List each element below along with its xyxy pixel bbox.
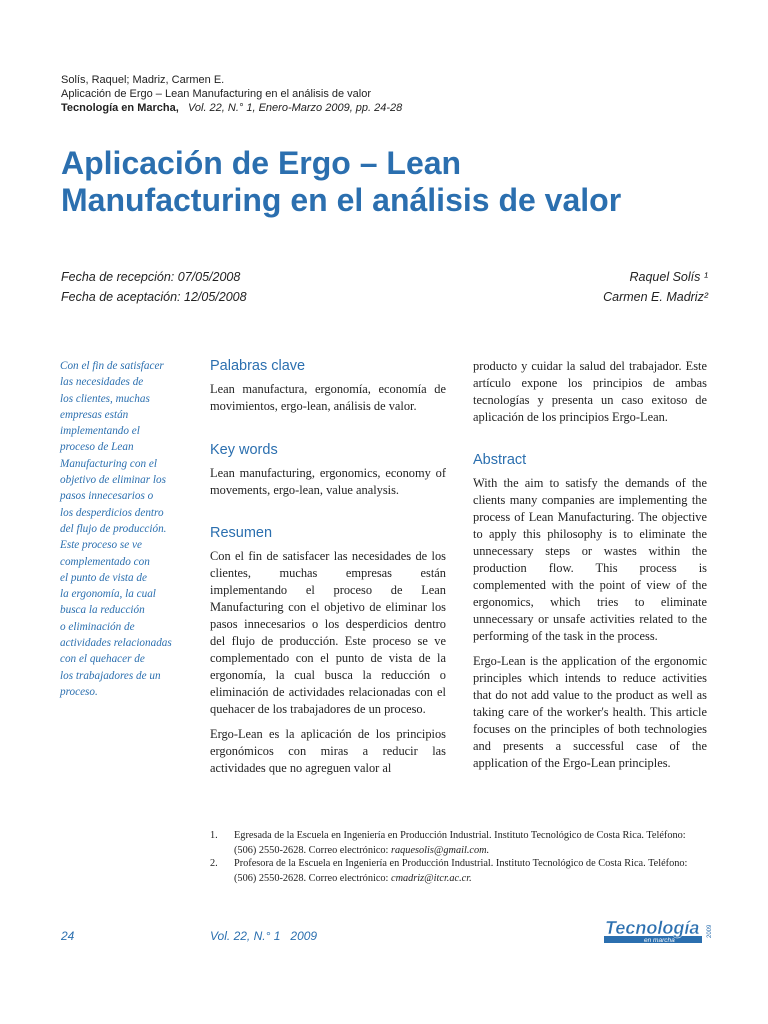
- title-line-2: Manufacturing en el análisis de valor: [61, 182, 622, 218]
- received-date: Fecha de recepción: 07/05/2008: [61, 270, 241, 284]
- author-second: Carmen E. Madriz²: [603, 290, 708, 304]
- citation-source: [61, 101, 402, 115]
- resumen-paragraph-2: Ergo-Lean es la aplicación de los principios ergonómicos con miras a reducir las actividades que no agreguen valor al: [210, 727, 446, 775]
- footnote-2-text: Profesora de la Escuela en Ingeniería en Producción Industrial. Instituto Tecnológico de Costa Rica. Teléfono: (506) 2550-2628. Correo electrónico:: [234, 858, 688, 884]
- citation-block: [61, 73, 402, 115]
- volume-info: Vol. 22, N.° 1 2009: [210, 929, 318, 943]
- journal-logo: [604, 914, 714, 944]
- footnote-2-number: 2.: [210, 858, 218, 869]
- middle-column: [210, 358, 446, 777]
- title-line-1: Aplicación de Ergo – Lean: [61, 145, 462, 181]
- resumen-heading: Resumen: [210, 525, 273, 541]
- accepted-date: Fecha de aceptación: 12/05/2008: [61, 290, 247, 304]
- footnote-2-email[interactable]: cmadriz@itcr.ac.cr.: [391, 873, 472, 884]
- key-words-heading: Key words: [210, 442, 278, 458]
- key-words-text: Lean manufacturing, ergonomics, economy of movements, ergo-lean, value analysis.: [210, 466, 446, 497]
- resumen-paragraph-1: Con el fin de satisfacer las necesidades de los clientes, muchas empresas están implementando el proceso de Lean Manufacturing con el objetivo de eliminar los pasos innecesarios o los desperdicios dentro del flujo de producción. Este proceso se ve complementado con el punto de vista de la ergonomía, la cual busca la reducción o eliminación de actividades relacionadas con el quehacer de los trabajadores de un proceso.: [210, 549, 446, 716]
- citation-journal: Tecnología en Marcha,: [61, 102, 179, 114]
- dates-block: [61, 267, 247, 307]
- right-column: [473, 358, 707, 772]
- abstract-heading: Abstract: [473, 452, 527, 468]
- pull-quote: Con el fin de satisfacer las necesidades de los clientes, muchas empresas están implementando el proceso de Lean Manufacturing con el objetivo de eliminar los pasos innecesarios o los desperdicios dentro del flujo de producción. Este proceso se ve complementado con el punto de vista de la ergonomía, la cual busca la reducción o eliminación de actividades relacionadas con el quehacer de los trabajadores de un proceso.: [60, 360, 172, 698]
- citation-issue: Vol. 22, N.° 1, Enero-Marzo 2009, pp. 24-28: [187, 102, 403, 114]
- author-first: Raquel Solís ¹: [629, 270, 708, 284]
- logo-subtext: en marcha: [644, 937, 675, 944]
- abstract-paragraph-2: Ergo-Lean is the application of the ergonomic principles which intends to reduce activities that do not add value to the product as well as taking care of the worker's health. This article focuses on the principles of both technologies and presents a successful case of the application of the Ergo-Lean principles.: [473, 654, 707, 770]
- footnote-1-email[interactable]: raquesolis@gmail.com.: [391, 845, 490, 856]
- resumen-paragraph-2-cont: producto y cuidar la salud del trabajador. Este artículo expone los principios de ambas tecnologías y presenta un caso exitoso de aplicación de los principios Ergo-Lean.: [473, 359, 707, 424]
- footnote-2: [210, 856, 710, 886]
- citation-article: Aplicación de Ergo – Lean Manufacturing en el análisis de valor: [61, 88, 372, 100]
- page-number: 24: [61, 929, 75, 943]
- footnote-1-number: 1.: [210, 830, 218, 841]
- authors-block: [603, 267, 708, 307]
- logo-text: Tecnología: [605, 918, 700, 938]
- citation-authors: Solís, Raquel; Madriz, Carmen E.: [61, 74, 225, 86]
- palabras-clave-text: Lean manufactura, ergonomía, economía de movimientos, ergo-lean, análisis de valor.: [210, 382, 446, 413]
- logo-year: 2009: [707, 924, 713, 938]
- page-title: [61, 145, 721, 219]
- abstract-paragraph-1: With the aim to satisfy the demands of the clients many companies are implementing the process of Lean Manufacturing. The objective to apply this philosophy is to eliminate the unnecessary steps or wastes within the production flow. This process is complemented with the point of view of the ergonomics, which tries to eliminate unnecessary or unsafe activities related to the performing of the task in the process.: [473, 476, 707, 643]
- palabras-clave-heading: Palabras clave: [210, 358, 306, 374]
- footnote-1: [210, 828, 710, 858]
- journal-logo-graphic: [604, 914, 714, 944]
- footnote-1-text: Egresada de la Escuela en Ingeniería en Producción Industrial. Instituto Tecnológico de Costa Rica. Teléfono: (506) 2550-2628. Correo electrónico:: [234, 830, 686, 856]
